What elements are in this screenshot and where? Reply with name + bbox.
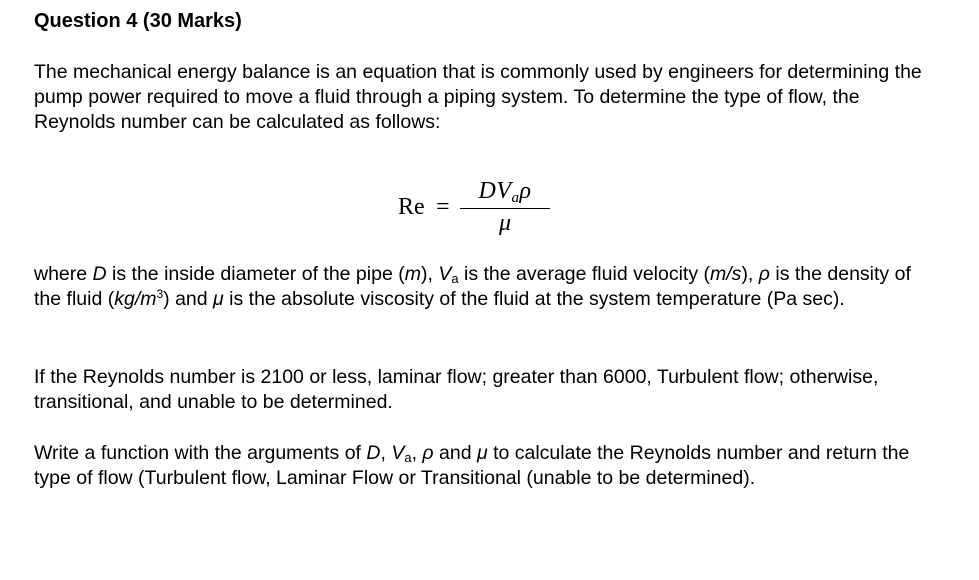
task-text: Write a function with the arguments of xyxy=(34,442,367,464)
task-text: , xyxy=(380,442,392,464)
equation-denominator: μ xyxy=(498,210,512,236)
var-v: V xyxy=(438,263,452,285)
where-text: ) and xyxy=(163,288,214,310)
equation-fraction xyxy=(460,176,550,237)
var-v: V xyxy=(391,442,405,464)
where-text: ), xyxy=(741,263,759,285)
task-text: to calculate the Reynolds number and return the type of flow (Turbulent flow, Laminar Flow or Transitional (unable to be determined). xyxy=(34,442,910,489)
where-text: is the density of the fluid ( xyxy=(34,263,911,310)
var-mu: μ xyxy=(476,442,488,464)
unit-ms: m/s xyxy=(710,263,742,285)
where-text: is the average fluid velocity ( xyxy=(458,263,711,285)
var-d: D xyxy=(92,263,107,285)
task-paragraph xyxy=(34,441,934,491)
question-heading: Question 4 (30 Marks) xyxy=(34,10,242,32)
where-text: is the absolute viscosity of the fluid at the system temperature (Pa sec). xyxy=(223,288,845,310)
task-text: , xyxy=(411,442,423,464)
where-paragraph xyxy=(34,262,934,312)
var-v-subscript: a xyxy=(404,450,412,465)
numerator-subscript: a xyxy=(511,190,520,206)
var-d: D xyxy=(366,442,381,464)
equation-numerator xyxy=(460,176,550,206)
var-mu: μ xyxy=(213,288,224,310)
unit-superscript: 3 xyxy=(156,287,164,301)
unit-kgm: kg/m xyxy=(114,288,157,310)
equation-equals-sign: = xyxy=(436,194,450,220)
question-document xyxy=(34,8,934,489)
where-text: ), xyxy=(420,263,439,285)
intro-paragraph: The mechanical energy balance is an equation that is commonly used by engineers for determining the pump power required to move a fluid through a piping system. To determine the type of flow, the Reynolds number can be calculated as follows: xyxy=(34,61,922,133)
numerator-rho: ρ xyxy=(519,178,532,204)
task-text: and xyxy=(433,442,477,464)
unit-m: m xyxy=(404,263,421,285)
where-text: is the inside diameter of the pipe ( xyxy=(106,263,405,285)
numerator-dv: DV xyxy=(478,178,512,204)
rule-paragraph: If the Reynolds number is 2100 or less, laminar flow; greater than 6000, Turbulent flow; otherwise, transitional, and unable to be determined. xyxy=(34,366,879,413)
reynolds-equation xyxy=(398,176,598,236)
var-rho: ρ xyxy=(758,263,770,285)
var-v-subscript: a xyxy=(451,271,459,286)
var-rho: ρ xyxy=(422,442,434,464)
where-text: where xyxy=(34,263,93,285)
equation-lhs: Re xyxy=(398,194,425,220)
